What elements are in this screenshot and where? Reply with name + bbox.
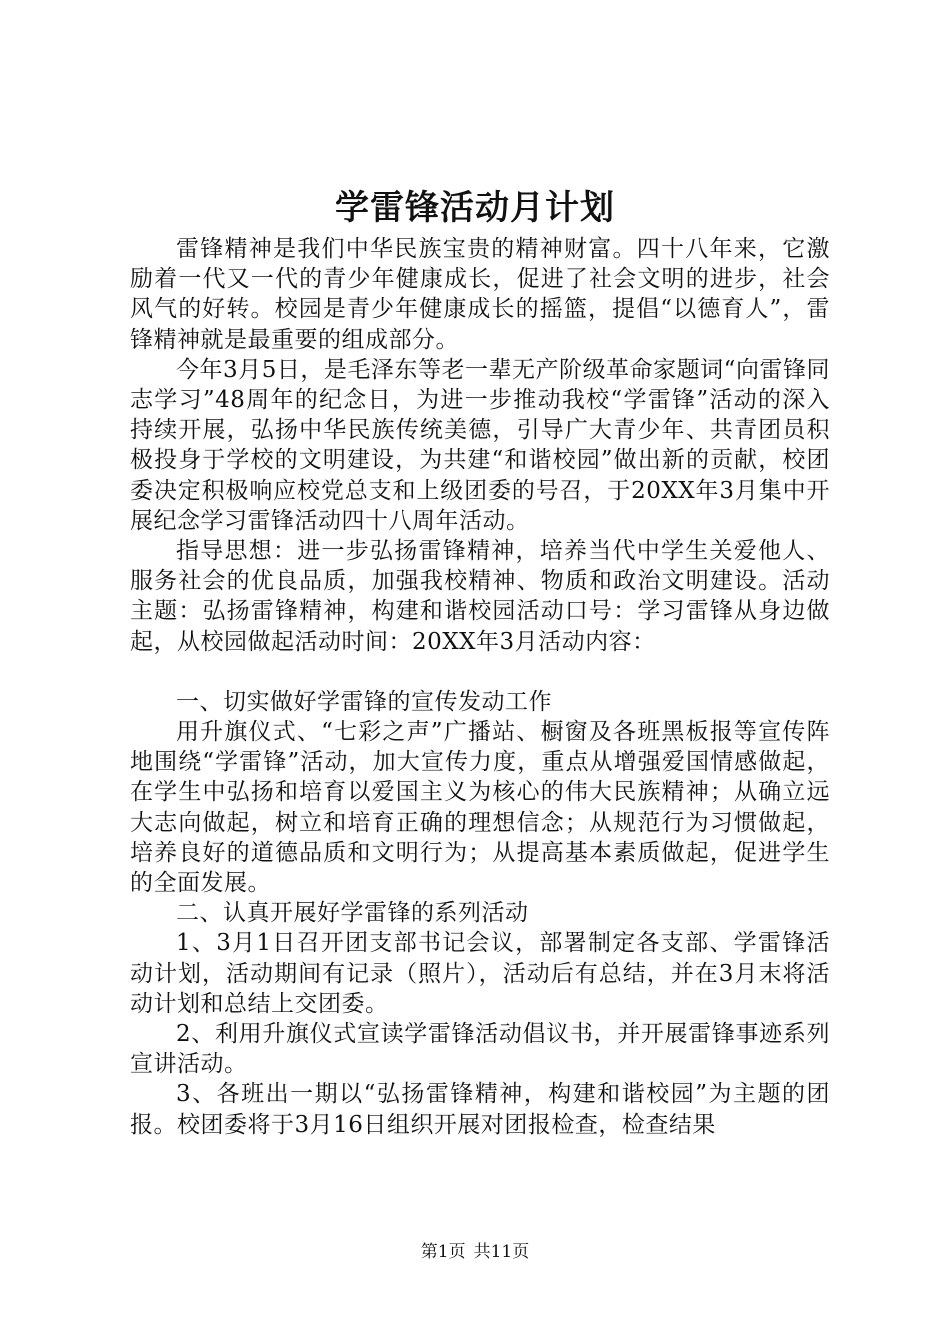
paragraph-background: 今年3月5日，是毛泽东等老一辈无产阶级革命家题词“向雷锋同志学习”48周年的纪念日，为进一步推动我校“学雷锋”活动的深入持续开展，弘扬中华民族传统美德，引导广大青少年、共青团员积极投身于学校的文明建设，为共建“和谐校园”做出新的贡献，校团委决定积极响应校党总支和上级团委的号召，于20XX年3月集中开展纪念学习雷锋活动四十八周年活动。 [130, 356, 830, 534]
list-item-3: 3、各班出一期以“弘扬雷锋精神，构建和谐校园”为主题的团报。校团委将于3月16日组织开展对团报检查，检查结果 [130, 1081, 830, 1138]
paragraph-intro: 雷锋精神是我们中华民族宝贵的精神财富。四十八年来，它激励着一代又一代的青少年健康成长，促进了社会文明的进步，社会风气的好转。校园是青少年健康成长的摇篮，提倡“以德育人”，雷锋精神就是最重要的组成部分。 [130, 236, 830, 353]
document-title: 学雷锋活动月计划 [335, 188, 615, 228]
page-footer [0, 1240, 950, 1264]
list-item-1: 1、3月1日召开团支部书记会议，部署制定各支部、学雷锋活动计划，活动期间有记录（照片），活动后有总结，并在3月末将活动计划和总结上交团委。 [130, 930, 830, 1017]
list-item-2: 2、利用升旗仪式宣读学雷锋活动倡议书，并开展雷锋事迹系列宣讲活动。 [130, 1021, 830, 1078]
document-body [130, 234, 830, 1140]
paragraph-publicity: 用升旗仪式、“七彩之声”广播站、橱窗及各班黑板报等宣传阵地围绕“学雷锋”活动，加大宣传力度，重点从增强爱国情感做起，在学生中弘扬和培育以爱国主义为核心的伟大民族精神；从确立远大志向做起，树立和培育正确的理想信念；从规范行为习惯做起，培养良好的道德品质和文明行为；从提高基本素质做起，促进学生的全面发展。 [130, 719, 830, 897]
page-number: 第1页 [420, 1242, 466, 1262]
section-heading-1: 一、切实做好学雷锋的宣传发动工作 [176, 688, 552, 715]
page-total: 共11页 [473, 1242, 530, 1262]
section-heading-2: 二、认真开展好学雷锋的系列活动 [176, 900, 529, 927]
paragraph-guiding-thought: 指导思想：进一步弘扬雷锋精神，培养当代中学生关爱他人、服务社会的优良品质，加强我校精神、物质和政治文明建设。活动主题：弘扬雷锋精神，构建和谐校园活动口号：学习雷锋从身边做起，从校园做起活动时间：20XX年3月活动内容： [130, 538, 830, 655]
